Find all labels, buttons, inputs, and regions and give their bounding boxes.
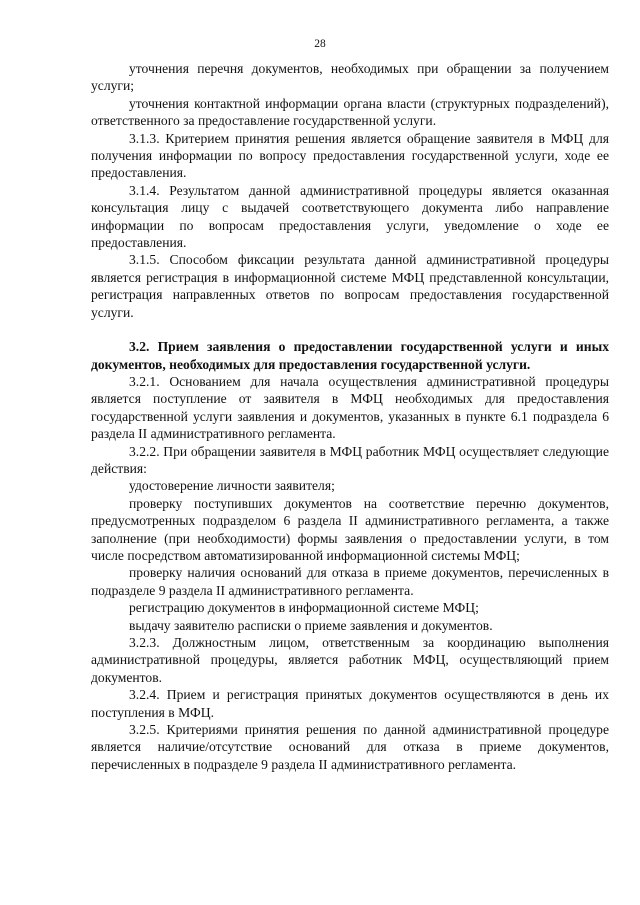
paragraph: 3.2.2. При обращении заявителя в МФЦ работник МФЦ осуществляет следующие действия: [91,443,609,476]
paragraph: уточнения перечня документов, необходимых при обращении за получением услуги; [91,61,609,94]
paragraph: проверку поступивших документов на соответствие перечню документов, предусмотренных подразделом 6 раздела II административного регламента, а также заполнение (при необходимости) формы заявления о предоставлении услуги, в том числе посредством автоматизированной информационной системы МФЦ; [91,495,609,563]
paragraph: 3.2.1. Основанием для начала осуществления административной процедуры является поступление от заявителя в МФЦ необходимых для предоставления государственной услуги заявления и документов, указанных в пункте 6.1 подраздела 6 раздела II административного регламента. [91,373,609,442]
paragraph: проверку наличия оснований для отказа в приеме документов, перечисленных в подразделе 9 раздела II административного регламента. [91,565,609,598]
section-heading: 3.2. Прием заявления о предоставлении государственной услуги и иных документов, необходимых для предоставления государственной услуги. [91,339,609,372]
page-number: 28 [314,38,326,50]
document-body [91,60,609,773]
paragraph: уточнения контактной информации органа власти (структурных подразделений), ответственного за предоставление государственной услуги. [91,95,609,129]
paragraph: 3.2.4. Прием и регистрация принятых документов осуществляются в день их поступления в МФЦ. [91,687,609,720]
paragraph: выдачу заявителю расписки о приеме заявления и документов. [129,617,493,633]
paragraph: 3.1.5. Способом фиксации результата данной административной процедуры является регистрация в информационной системе МФЦ представленной консультации, регистрация направленных ответов по вопросам предоставления государственной услуги. [91,252,609,320]
paragraph: 3.2.3. Должностным лицом, ответственным за координацию выполнения административной процедуры, является работник МФЦ, осуществляющий прием документов. [91,635,609,685]
paragraph: 3.1.3. Критерием принятия решения является обращение заявителя в МФЦ для получения информации по вопросу предоставления государственной услуги, ходе ее предоставления. [91,130,609,181]
paragraph: регистрацию документов в информационной системе МФЦ; [129,600,479,616]
paragraph: удостоверение личности заявителя; [129,478,335,494]
paragraph: 3.2.5. Критериями принятия решения по данной административной процедуре является наличие/отсутствие оснований для отказа в приеме документов, перечисленных в подразделе 9 раздела II административного регламента. [91,722,609,772]
paragraph: 3.1.4. Результатом данной административной процедуры является оказанная консультация лицу с выдачей соответствующего документа либо направление информации по вопросам предоставления услуги, уведомление о ходе ее предоставления. [91,182,609,251]
